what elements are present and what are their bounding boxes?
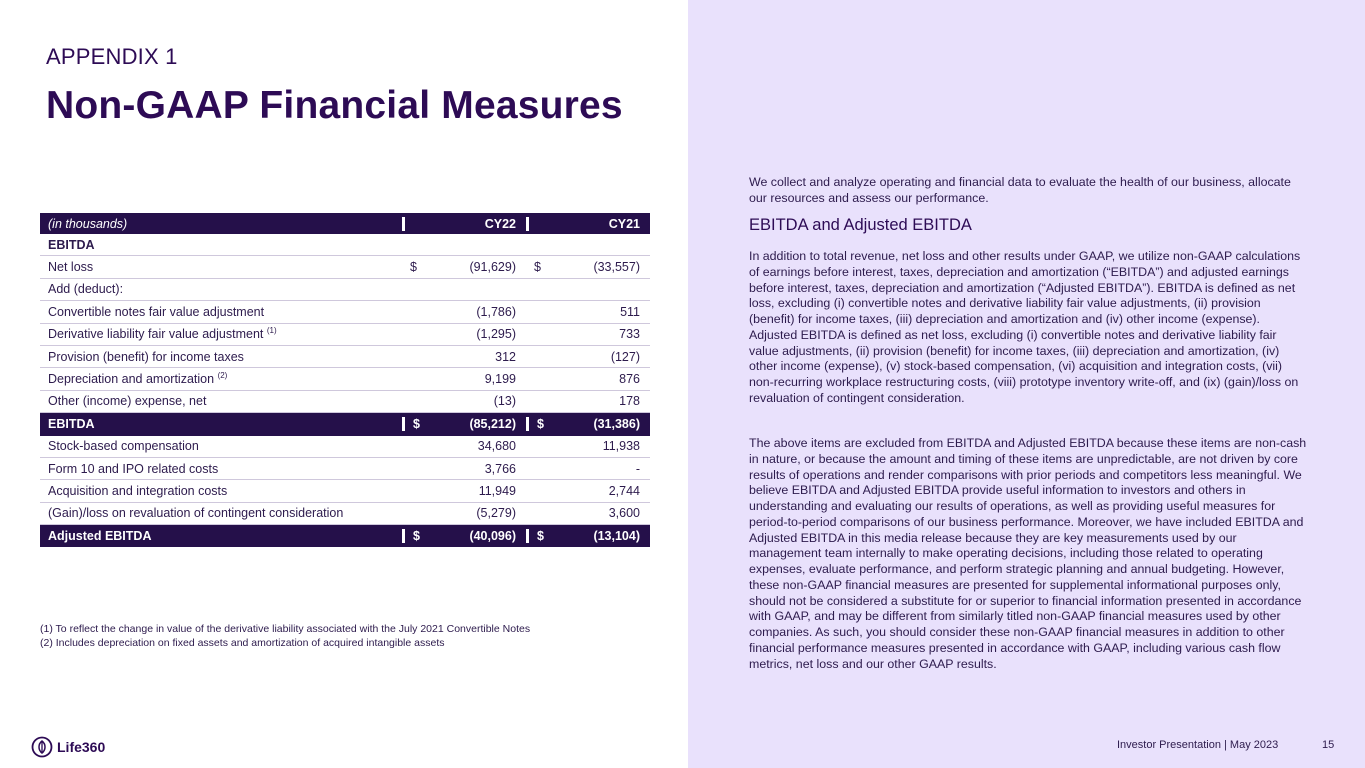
row-label: [40, 417, 402, 431]
cell-cy21: [526, 529, 650, 543]
life360-logo-icon: [31, 736, 53, 758]
cell-cy21: [526, 484, 650, 498]
footer-presentation-label: Investor Presentation | May 2023: [1117, 739, 1279, 751]
table-row: [40, 413, 650, 435]
cell-cy22: [402, 350, 526, 364]
table-row: [40, 503, 650, 525]
cell-value: -: [635, 461, 640, 476]
table-row: [40, 480, 650, 502]
currency-symbol: $: [534, 260, 541, 275]
company-logo: [31, 736, 105, 758]
row-label: [40, 439, 402, 453]
row-footnote-ref: (1): [266, 326, 277, 336]
cell-cy22: [402, 439, 526, 453]
cell-cy22: [402, 506, 526, 520]
cell-cy22: [402, 305, 526, 319]
row-label-text: Adjusted EBITDA: [48, 529, 152, 544]
cell-value: (85,212): [469, 417, 516, 432]
cell-cy22: [402, 462, 526, 476]
currency-symbol: $: [537, 417, 544, 432]
row-label-text: Add (deduct):: [48, 282, 124, 297]
intro-text: We collect and analyze operating and financial data to evaluate the health of our business, allocate our resources and assess our performance.: [749, 175, 1291, 205]
cell-value: (13,104): [593, 529, 640, 544]
footnote-1: (1) To reflect the change in value of the derivative liability associated with the July 2021 Convertible Notes: [40, 623, 531, 635]
row-label: [40, 305, 402, 319]
cell-value: (33,557): [593, 260, 640, 275]
cell-value: 733: [619, 327, 640, 342]
currency-symbol: $: [413, 417, 420, 432]
cell-value: 9,199: [484, 372, 516, 387]
row-label: [40, 372, 402, 386]
footnote-2: (2) Includes depreciation on fixed assets and amortization of acquired intangible assets: [40, 637, 445, 649]
table-row: [40, 436, 650, 458]
cell-cy21: [526, 462, 650, 476]
table-row: [40, 234, 650, 256]
table-body: [40, 234, 650, 547]
row-label: [40, 529, 402, 543]
cell-value: 511: [620, 304, 640, 319]
cell-value: (1,786): [476, 304, 516, 319]
row-label-text: (Gain)/loss on revaluation of contingent consideration: [48, 506, 344, 521]
cell-value: (13): [493, 394, 516, 409]
row-label: [40, 327, 402, 341]
currency-symbol: $: [413, 529, 420, 544]
cell-cy22: [402, 327, 526, 341]
currency-symbol: $: [537, 529, 544, 544]
table-row: [40, 368, 650, 390]
cell-cy21: [526, 305, 650, 319]
table-row: [40, 301, 650, 323]
cell-value: 11,938: [602, 439, 640, 454]
logo-text: Life360: [57, 739, 106, 755]
row-footnote-ref: (2): [217, 370, 228, 380]
table-row: [40, 279, 650, 301]
cell-cy21: [526, 417, 650, 431]
row-label-text: Provision (benefit) for income taxes: [48, 349, 244, 364]
row-label: [40, 260, 402, 274]
row-label: [40, 282, 402, 296]
cell-value: 3,600: [608, 506, 640, 521]
row-label-text: Acquisition and integration costs: [48, 483, 228, 498]
cell-value: 11,949: [478, 483, 516, 498]
cell-cy22: [402, 260, 526, 274]
appendix-label: APPENDIX 1: [46, 44, 178, 69]
section-subheading: EBITDA and Adjusted EBITDA: [749, 216, 972, 234]
cell-value: (91,629): [469, 260, 516, 275]
row-label-text: Stock-based compensation: [48, 439, 199, 454]
page-number: 15: [1322, 739, 1335, 751]
cell-value: 178: [619, 394, 640, 409]
currency-symbol: $: [410, 260, 417, 275]
cell-cy21: [526, 439, 650, 453]
row-label: [40, 462, 402, 476]
table-row: [40, 458, 650, 480]
cell-value: (31,386): [593, 417, 640, 432]
row-label: [40, 394, 402, 408]
cell-value: 312: [495, 349, 516, 364]
financial-table: [40, 213, 650, 547]
row-label: [40, 506, 402, 520]
definition-paragraph: In addition to total revenue, net loss and other results under GAAP, we utilize non-GAAP calculations of earnings before interest, taxes, depreciation and amortization (“EBITDA”) and adjusted earnings before interest, taxes, depreciation and amortization (“Adjusted EBITDA”). EBITDA is defined as net loss, excluding (i) convertible notes and derivative liability fair value adjustments, (ii) provision (benefit) for income taxes, (iii) depreciation and amortization and (iv) other income (expense). Adjusted EBITDA is defined as net loss, excluding (i) convertible notes and derivative liability fair value adjustments, (ii) provision (benefit) for income taxes, (iii) depreciation and amortization, (iv) other income (expense), (v) stock-based compensation, (vi) acquisition and integration costs, (vii) non-recurring workplace restructuring costs, (viii) prototype inventory write-off, and (ix) (gain)/loss on revaluation of contingent consideration.: [749, 249, 1301, 405]
row-label-text: Form 10 and IPO related costs: [48, 461, 219, 476]
cell-cy22: [402, 417, 526, 431]
table-row: [40, 346, 650, 368]
table-row: [40, 324, 650, 346]
cell-value: (5,279): [476, 506, 516, 521]
table-row: [40, 391, 650, 413]
row-label-text: Derivative liability fair value adjustment: [48, 327, 264, 342]
row-label-text: Net loss: [48, 260, 94, 275]
cell-cy21: [526, 327, 650, 341]
row-label: [40, 484, 402, 498]
cell-cy22: [402, 484, 526, 498]
cell-cy22: [402, 372, 526, 386]
cell-cy22: [402, 529, 526, 543]
cell-cy21: [526, 260, 650, 274]
header-cy22: CY22: [402, 217, 526, 231]
row-label-text: EBITDA: [48, 417, 95, 432]
table-row: [40, 256, 650, 278]
cell-value: 3,766: [484, 461, 516, 476]
row-label-text: Depreciation and amortization: [48, 372, 215, 387]
header-cy21: CY21: [526, 217, 650, 231]
row-label: [40, 238, 402, 252]
table-row: [40, 525, 650, 547]
header-label: (in thousands): [48, 216, 128, 231]
rationale-paragraph: The above items are excluded from EBITDA and Adjusted EBITDA because these items are non-cash in nature, or because the amount and timing of these items are unpredictable, are not driven by core results of operations and render comparisons with prior periods and competitors less meaningful. We believe EBITDA and Adjusted EBITDA provide useful information to investors and others in understanding and evaluating our results of operations, as well as providing useful measures for period-to-period comparisons of our business performance. Moreover, we have included EBITDA and Adjusted EBITDA in this media release because they are key measurements used by our management team internally to make operating decisions, including those related to operating expenses, evaluate performance, and perform strategic planning and annual budgeting. However, these non-GAAP financial measures are presented for supplemental informational purposes only, should not be considered a substitute for or superior to financial information presented in accordance with GAAP, and may be different from similarly titled non-GAAP financial measures used by other companies. As such, you should consider these non-GAAP financial measures in addition to other financial performance measures presented in accordance with GAAP, including various cash flow metrics, net loss and our other GAAP results.: [749, 436, 1307, 671]
cell-cy21: [526, 394, 650, 408]
cell-value: (1,295): [476, 327, 516, 342]
row-label-text: Other (income) expense, net: [48, 394, 207, 409]
footnotes: [40, 622, 530, 650]
cell-cy21: [526, 350, 650, 364]
cell-value: (40,096): [469, 529, 516, 544]
cell-cy21: [526, 506, 650, 520]
cell-cy21: [526, 372, 650, 386]
cell-value: 876: [619, 372, 640, 387]
page-title: Non-GAAP Financial Measures: [46, 84, 623, 127]
row-label: [40, 350, 402, 364]
table-header-row: [40, 213, 650, 234]
row-label-text: EBITDA: [48, 237, 95, 252]
cell-value: 34,680: [477, 439, 516, 454]
cell-value: (127): [610, 349, 640, 364]
row-label-text: Convertible notes fair value adjustment: [48, 304, 265, 319]
cell-value: 2,744: [608, 483, 640, 498]
cell-cy22: [402, 394, 526, 408]
